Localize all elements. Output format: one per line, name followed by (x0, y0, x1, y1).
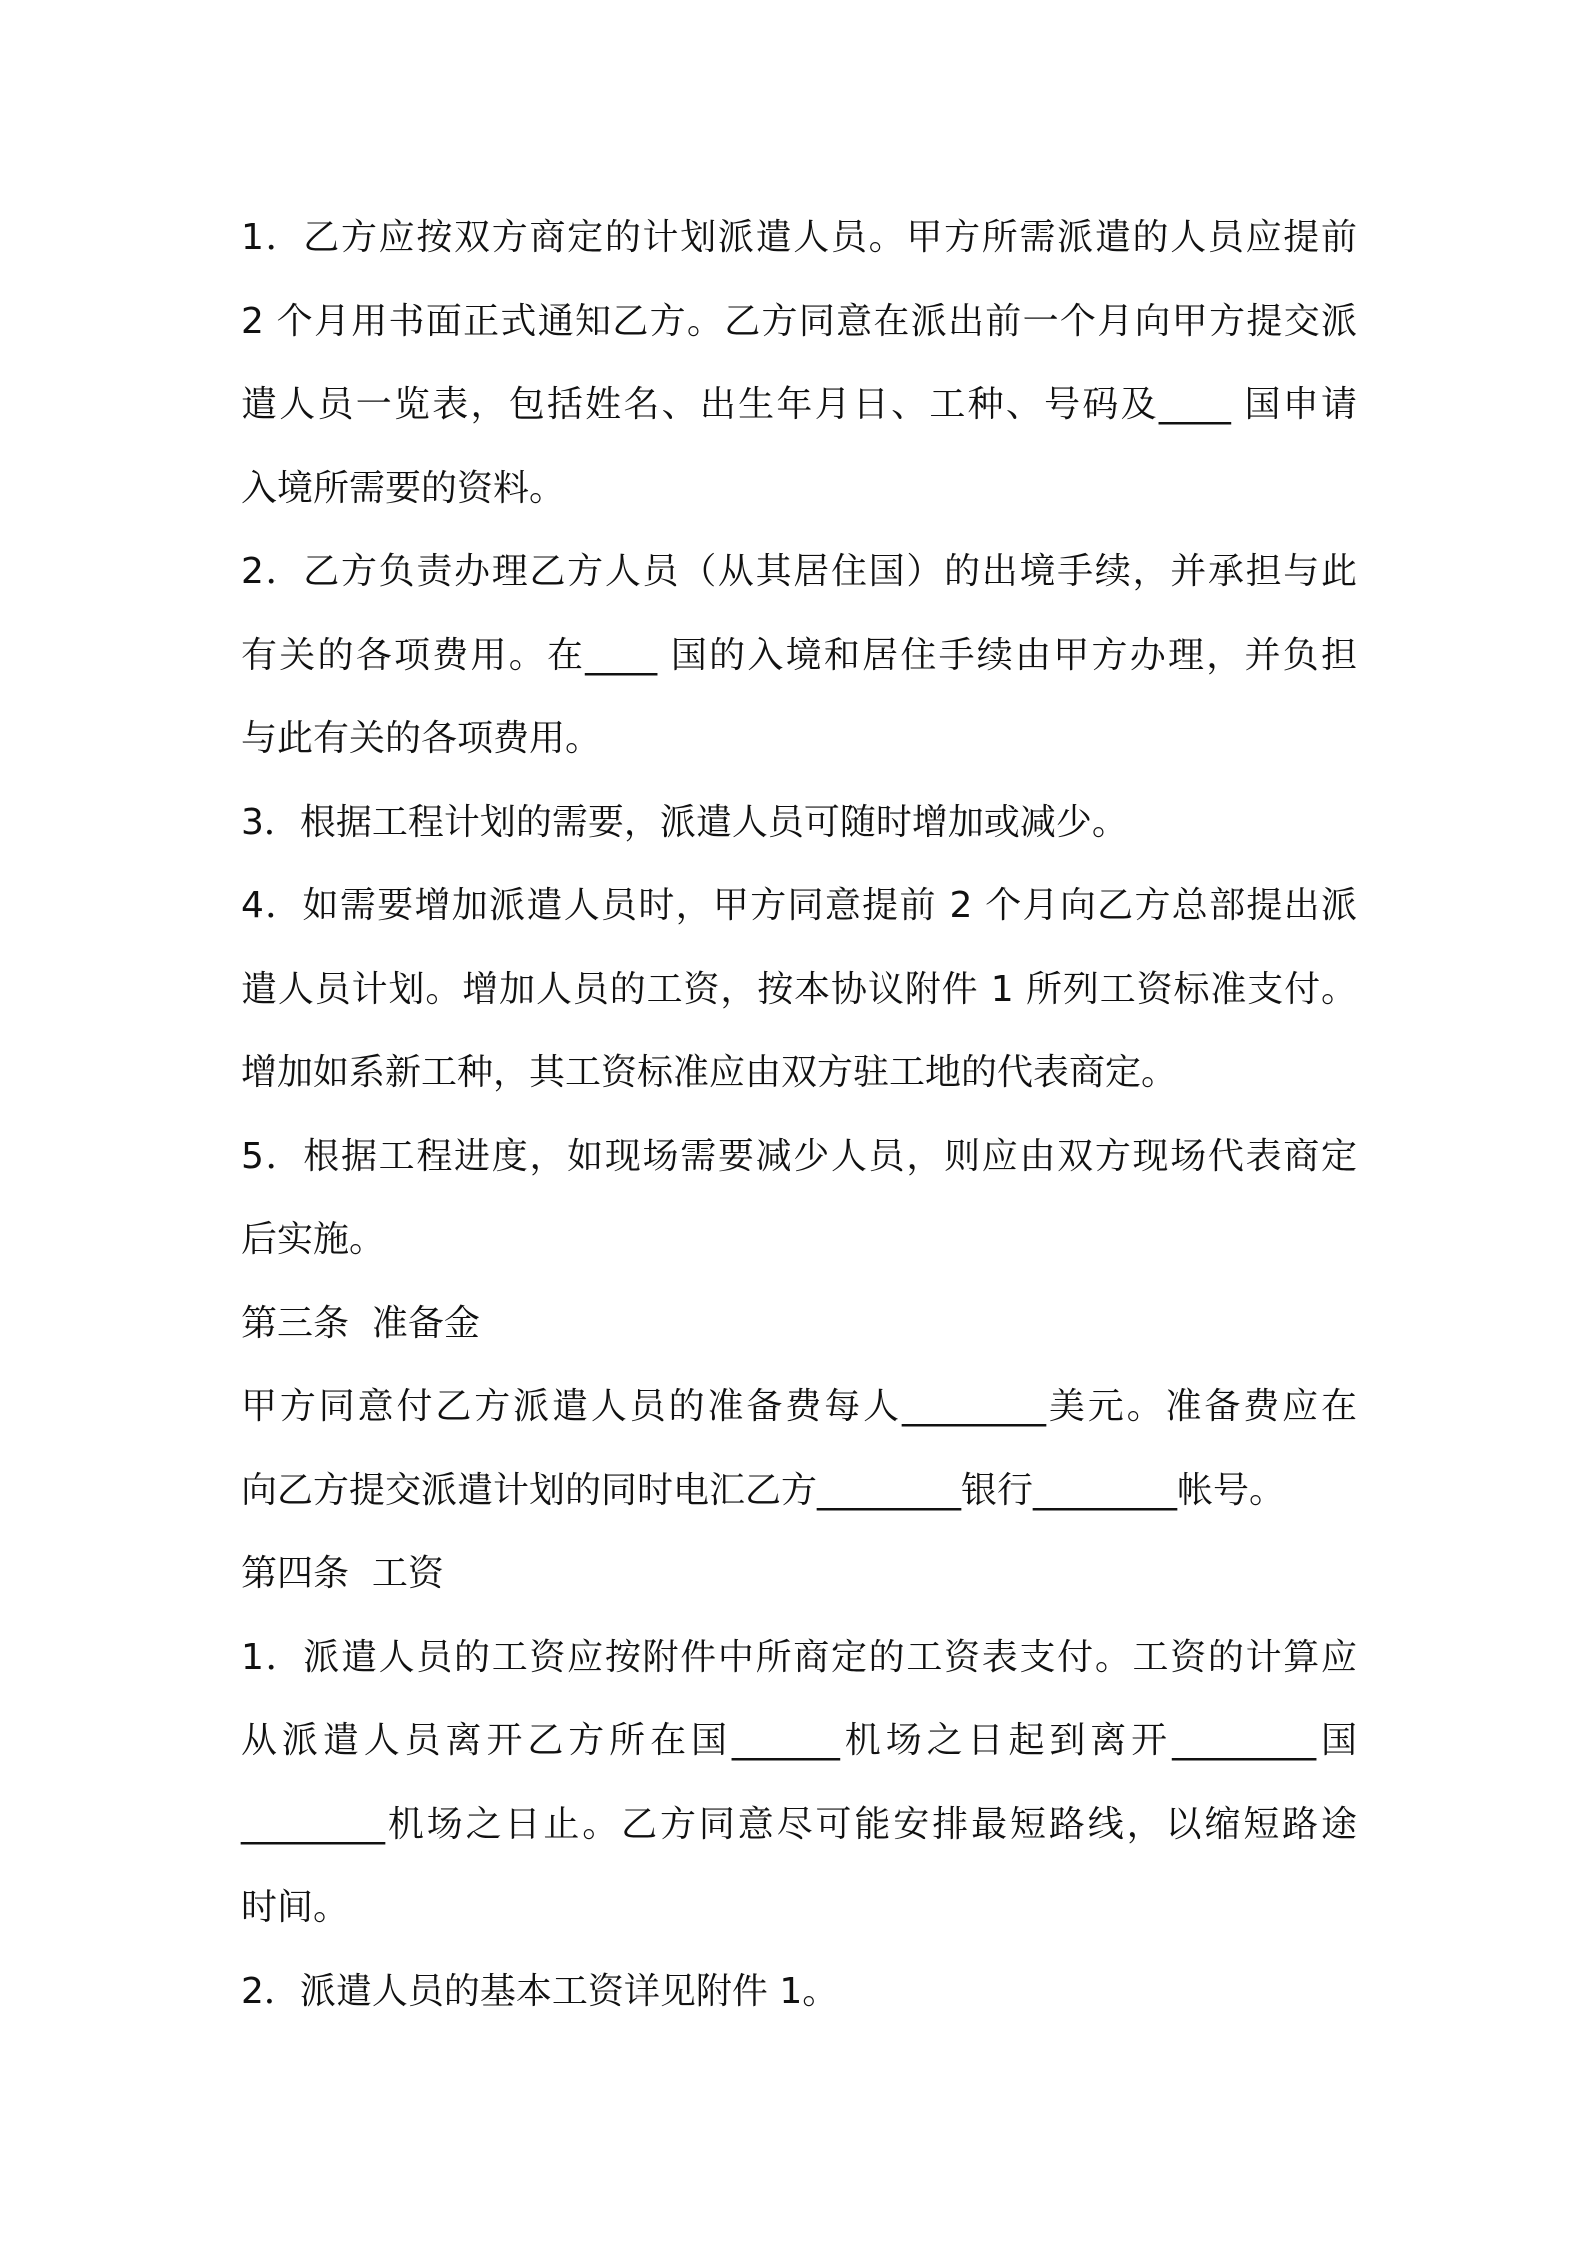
clause-paragraph (241, 1950, 1357, 2034)
text-line: 后实施。 (241, 1219, 386, 1260)
document-page (241, 196, 1357, 2033)
text-line: 与此有关的各项费用。 (241, 718, 602, 759)
section-heading (241, 1282, 1357, 1366)
text-line: 2．乙方负责办理乙方人员（从其居住国）的出境手续，并承担与此 (241, 551, 1357, 592)
text-line: 遣人员一览表，包括姓名、出生年月日、工种、号码及____ 国申请 (241, 384, 1357, 425)
clause-paragraph (241, 196, 1357, 530)
clause-paragraph (241, 530, 1357, 781)
text-line: 增加如系新工种，其工资标准应由双方驻工地的代表商定。 (241, 1052, 1178, 1093)
clause-paragraph (241, 1365, 1357, 1532)
text-line: 向乙方提交派遣计划的同时电汇乙方________银行________帐号。 (241, 1469, 1286, 1511)
text-line: 遣人员计划。增加人员的工资，按本协议附件 1 所列工资标准支付。 (241, 968, 1357, 1010)
clause-paragraph (241, 781, 1357, 865)
document-body (241, 196, 1357, 2033)
text-line: 5．根据工程进度，如现场需要减少人员，则应由双方现场代表商定 (241, 1135, 1357, 1177)
text-line: 2．派遣人员的基本工资详见附件 1。 (241, 1970, 839, 2012)
text-line: 时间。 (241, 1887, 350, 1928)
clause-paragraph (241, 1115, 1357, 1282)
text-line: 入境所需要的资料。 (241, 467, 566, 509)
text-line: 1．乙方应按双方商定的计划派遣人员。甲方所需派遣的人员应提前 (241, 217, 1357, 258)
text-line: 第三条 准备金 (241, 1302, 480, 1344)
text-line: 第四条 工资 (241, 1553, 444, 1594)
clause-paragraph (241, 1616, 1357, 1950)
section-heading (241, 1532, 1357, 1616)
text-line: ________机场之日止。乙方同意尽可能安排最短路线，以缩短路途 (241, 1803, 1357, 1845)
clause-paragraph (241, 864, 1357, 1115)
text-line: 3．根据工程计划的需要，派遣人员可随时增加或减少。 (241, 801, 1128, 843)
text-line: 从派遣人员离开乙方所在国______机场之日起到离开________国 (241, 1720, 1357, 1761)
text-line: 2 个月用书面正式通知乙方。乙方同意在派出前一个月向甲方提交派 (241, 300, 1357, 342)
text-line: 有关的各项费用。在____ 国的入境和居住手续由甲方办理，并负担 (241, 634, 1357, 676)
text-line: 1．派遣人员的工资应按附件中所商定的工资表支付。工资的计算应 (241, 1636, 1357, 1678)
text-line: 4．如需要增加派遣人员时，甲方同意提前 2 个月向乙方总部提出派 (241, 885, 1357, 926)
text-line: 甲方同意付乙方派遣人员的准备费每人________美元。准备费应在 (241, 1386, 1357, 1427)
